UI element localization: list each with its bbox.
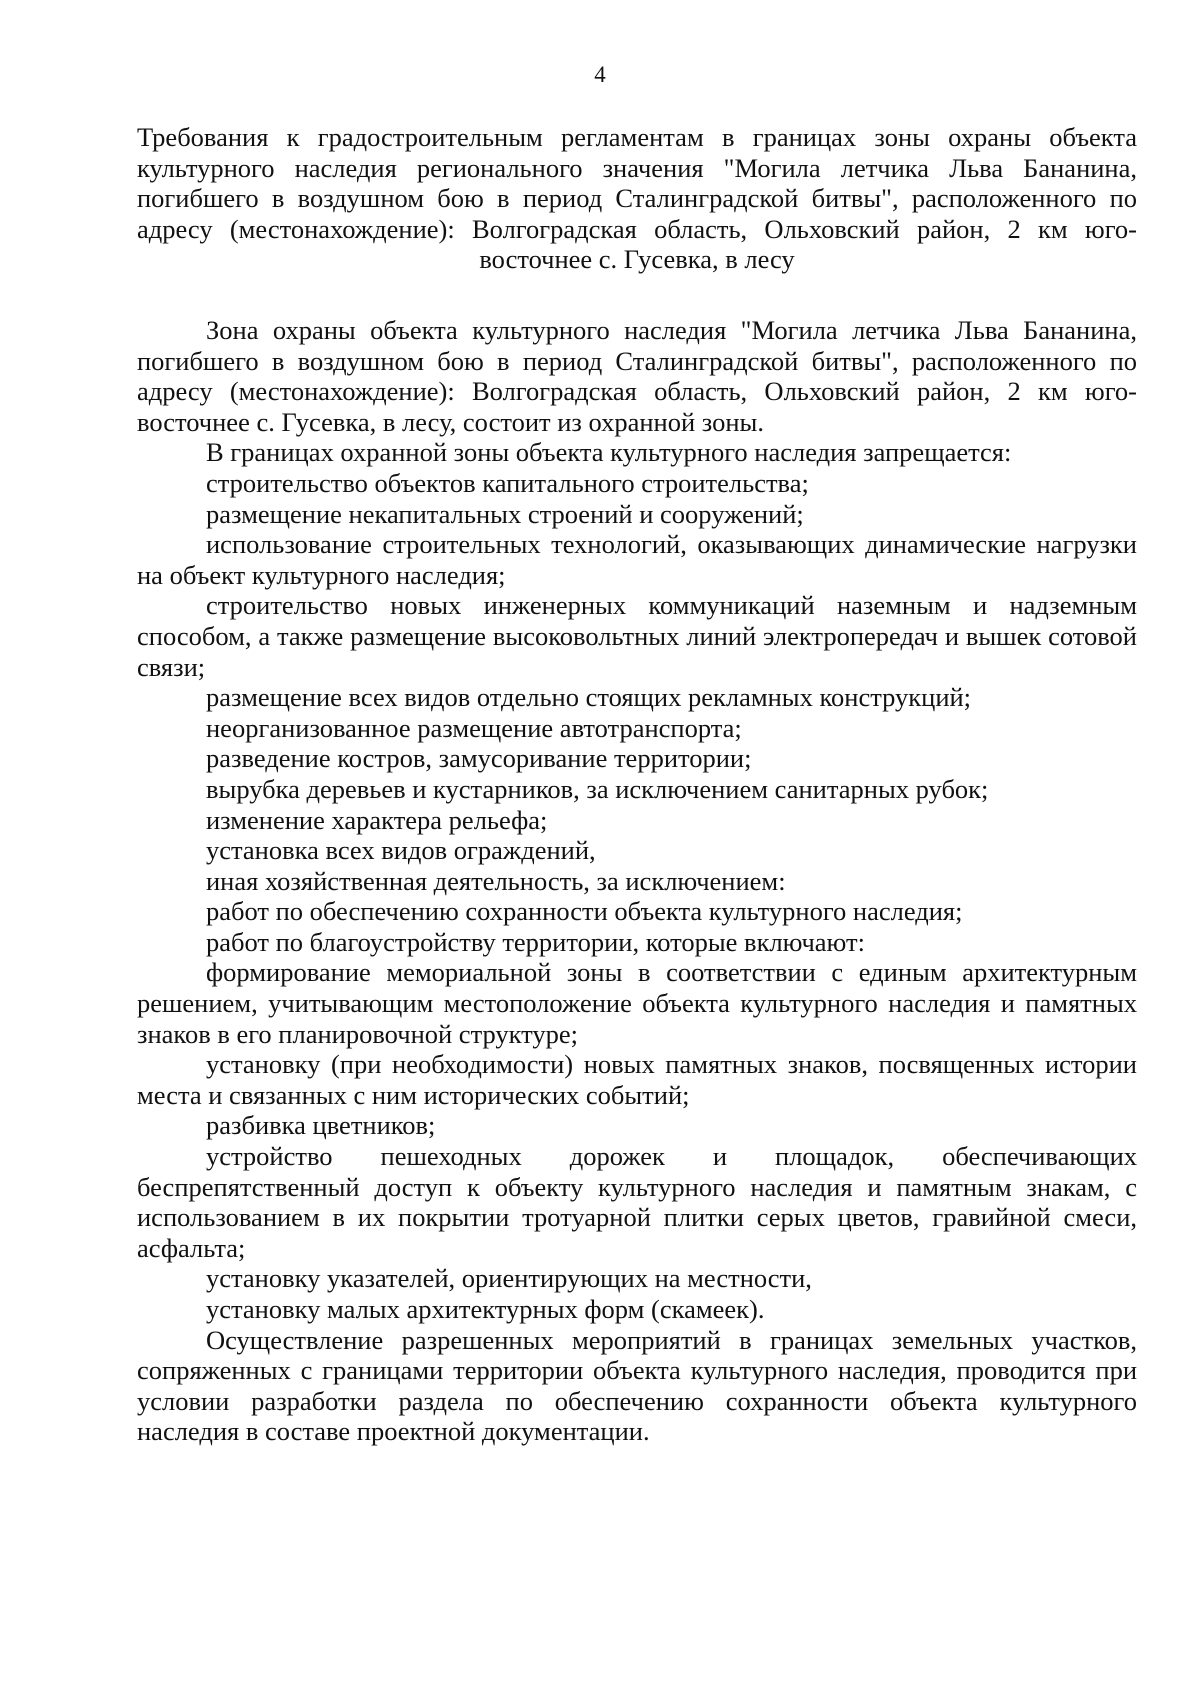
paragraph-conclusion: Осуществление разрешенных мероприятий в границах земельных участков, сопряженных с границами территории объекта культурного наследия, проводится при условии разработки раздела по обеспечению сохранности объекта культурного наследия в составе проектной документации.	[137, 1324, 1137, 1447]
page-number: 4	[594, 62, 606, 87]
list-item: вырубка деревьев и кустарников, за исключением санитарных рубок;	[206, 773, 989, 804]
list-item: работ по обеспечению сохранности объекта культурного наследия;	[206, 896, 963, 927]
list-item: строительство новых инженерных коммуникаций наземным и надземным способом, а также размещение высоковольтных линий электропередач и вышек сотовой связи;	[137, 590, 1137, 682]
list-item: установку (при необходимости) новых памятных знаков, посвященных истории места и связанных с ним исторических событий;	[137, 1049, 1137, 1110]
paragraph-prohibitions-intro: В границах охранной зоны объекта культурного наследия запрещается:	[206, 437, 1012, 468]
list-item: разбивка цветников;	[206, 1110, 436, 1141]
list-item: использование строительных технологий, оказывающих динамические нагрузки на объект культурного наследия;	[137, 529, 1137, 590]
list-item: изменение характера рельефа;	[206, 804, 548, 835]
document-title: Требования к градостроительным регламентам в границах зоны охраны объекта культурного наследия регионального значения "Могила летчика Льва Бананина, погибшего в воздушном бою в период Сталинградской битвы", расположенного по адресу (местонахождение): Волгоградская область, Ольховский район, 2 км юго-восточнее с. Гусевка, в лесу	[137, 122, 1137, 274]
list-item: установку малых архитектурных форм (скамеек).	[206, 1294, 765, 1324]
list-item: строительство объектов капитального строительства;	[206, 467, 809, 498]
list-item: устройство пешеходных дорожек и площадок, обеспечивающих беспрепятственный доступ к объекту культурного наследия и памятным знакам, с использованием в их покрытии тротуарной плитки серых цветов, гравийной смеси, асфальта;	[137, 1141, 1137, 1263]
list-item: установку указателей, ориентирующих на местности,	[206, 1263, 812, 1294]
list-item: размещение некапитальных строений и сооружений;	[206, 498, 804, 529]
paragraph-zone-description: Зона охраны объекта культурного наследия "Могила летчика Льва Бананина, погибшего в воздушном бою в период Сталинградской битвы", расположенного по адресу (местонахождение): Волгоградская область, Ольховский район, 2 км юго-восточнее с. Гусевка, в лесу, состоит из охранной зоны.	[137, 315, 1137, 437]
list-item: формирование мемориальной зоны в соответствии с единым архитектурным решением, учитывающим местоположение объекта культурного наследия и памятных знаков в его планировочной структуре;	[137, 957, 1137, 1049]
document-body	[137, 315, 1137, 1447]
list-item: работ по благоустройству территории, которые включают:	[206, 926, 865, 957]
list-item: неорганизованное размещение автотранспорта;	[206, 712, 742, 743]
list-item: иная хозяйственная деятельность, за исключением:	[206, 865, 786, 896]
list-item: установка всех видов ограждений,	[206, 835, 596, 866]
list-item: разведение костров, замусоривание территории;	[206, 743, 752, 774]
list-item: размещение всех видов отдельно стоящих рекламных конструкций;	[206, 682, 972, 713]
